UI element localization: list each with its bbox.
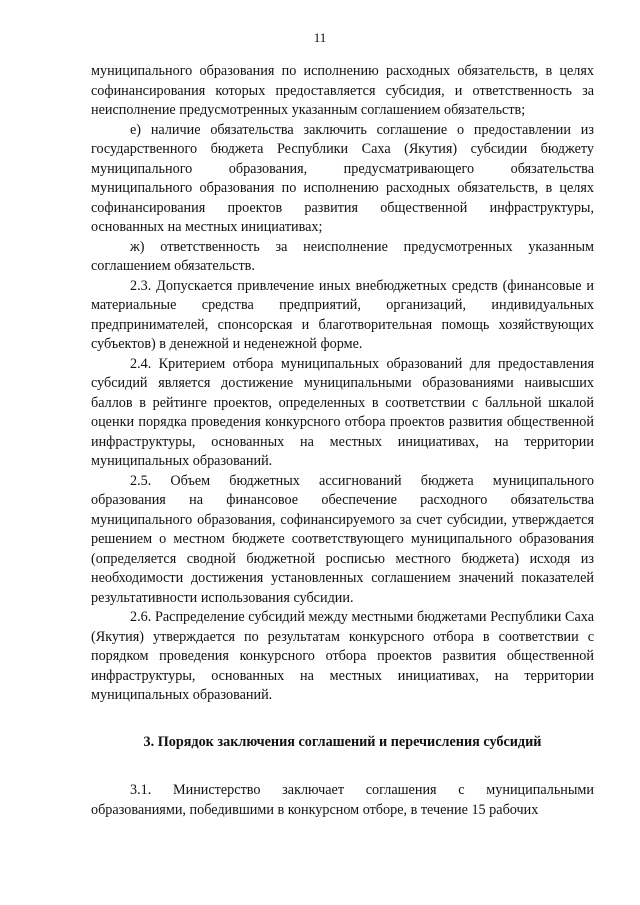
paragraph-2-5: 2.5. Объем бюджетных ассигнований бюджета муниципального образования на финансовое обеспечение расходного обязательства муниципального образования, софинансируемого за счет субсидии, утверждается решением о местном бюджете соответствующего муниципального образования (определяется сводной бюджетной росписью местного бюджета) исходя из необходимости достижения установленных соглашением значений показателей результативности использования субсидии. <box>91 472 594 606</box>
paragraph-item-zh: ж) ответственность за неисполнение предусмотренных указанным соглашением обязательств. <box>91 238 594 274</box>
section-heading: 3. Порядок заключения соглашений и перечисления субсидий <box>143 733 542 750</box>
paragraph-3-1: 3.1. Министерство заключает соглашения с муниципальными образованиями, победившими в конкурсном отборе, в течение 15 рабочих <box>91 782 594 818</box>
spacer <box>91 706 594 733</box>
document-body <box>91 62 594 820</box>
paragraph-2-3: 2.3. Допускается привлечение иных внебюджетных средств (финансовые и материальные средства предприятий, организаций, индивидуальных предпринимателей, спонсорская и благотворительная помощь хозяйствующих субъектов) в денежной и неденежной форме. <box>91 277 594 352</box>
paragraph-continuation: муниципального образования по исполнению расходных обязательств, в целях софинансирования которых предоставляется субсидия, и ответственность за неисполнение предусмотренных указанным соглашением обязательств; <box>91 63 594 118</box>
spacer <box>91 752 594 781</box>
paragraph-2-6: 2.6. Распределение субсидий между местными бюджетами Республики Саха (Якутия) утверждается по результатам конкурсного отбора в соответствии с порядком проведения конкурсного отбора проектов развития общественной инфраструктуры, основанных на местных инициативах, на территории муниципальных образований. <box>91 609 594 703</box>
paragraph-2-4: 2.4. Критерием отбора муниципальных образований для предоставления субсидий является достижение муниципальными образованиями наивысших баллов в рейтинге проектов, определенных в соответствии с балльной шкалой оценки порядка проведения конкурсного отбора проектов развития общественной инфраструктуры, основанных на местных инициативах, на территории муниципальных образований. <box>91 355 594 469</box>
page-number: 11 <box>313 30 327 45</box>
paragraph-item-e: е) наличие обязательства заключить соглашение о предоставлении из государственного бюджета Республики Саха (Якутия) субсидии бюджету муниципального образования, предусматривающего обязательства муниципального образования по исполнению расходных обязательств, в целях софинансирования проектов развития общественной инфраструктуры, основанных на местных инициативах; <box>91 121 594 235</box>
